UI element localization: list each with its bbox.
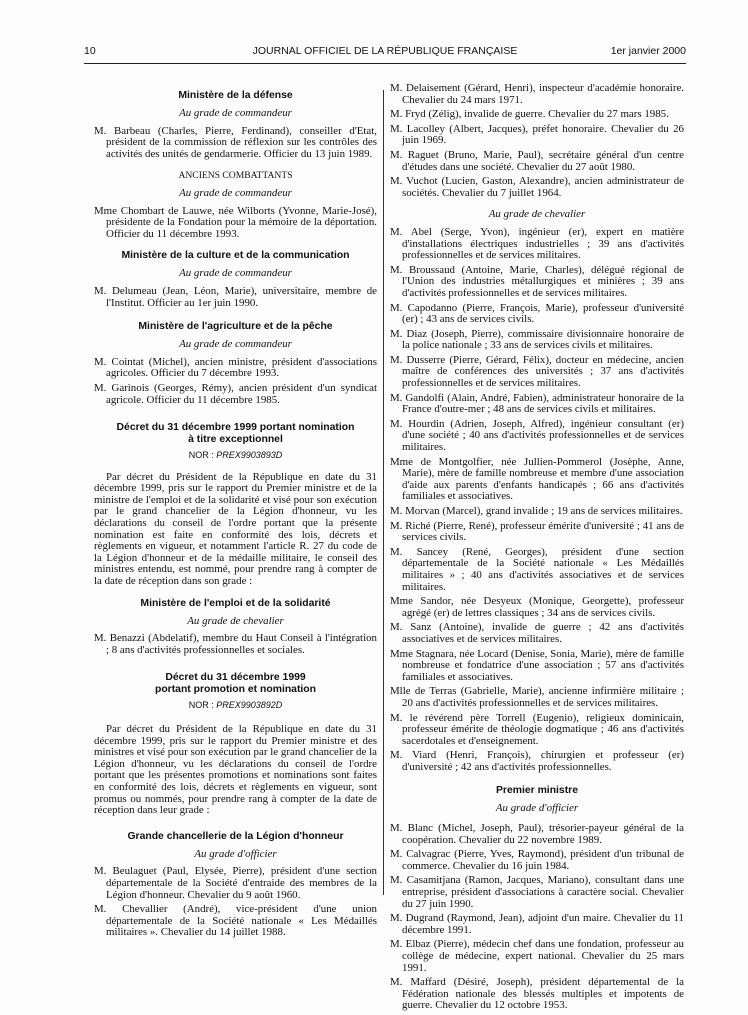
list-item: M. Calvagrac (Pierre, Yves, Raymond), président d'un tribunal de commerce. Chevalier du 16 juin 1984.	[390, 848, 684, 872]
list-item: Mme Chombart de Lauwe, née Wilborts (Yvonne, Marie-José), présidente de la Fondation pour la mémoire de la déportation. Officier du 11 décembre 1993.	[94, 204, 377, 240]
list-item: Mme Sandor, née Desyeux (Monique, Georgette), professeur agrégé (er) de lettres classiques ; 34 ans de services civils.	[390, 595, 684, 619]
section-heading: Ministère de la culture et de la communication	[121, 250, 350, 262]
list-item: M. Capodanno (Pierre, François, Marie), professeur d'université (er) ; 43 ans de services civils.	[390, 301, 684, 326]
decree-title: Décret du 31 décembre 1999	[165, 672, 306, 684]
nor-reference	[94, 700, 377, 712]
section-heading: Ministère de l'agriculture et de la pêche	[138, 321, 333, 333]
list-item: M. Broussaud (Antoine, Marie, Charles), délégué régional de l'Union des industries métallurgiques et minières ; 39 ans d'activités professionnelles et de services militaires.	[390, 263, 684, 299]
nor-reference	[94, 450, 377, 462]
header-rule	[84, 63, 686, 64]
issue-date: 1er janvier 2000	[610, 45, 686, 57]
list-item: M. Delaisement (Gérard, Henri), inspecteur d'académie honoraire. Chevalier du 24 mars 1971.	[390, 82, 684, 106]
grade-subheading: Au grade de chevalier	[187, 614, 284, 627]
column-divider	[383, 90, 384, 895]
list-item: M. Elbaz (Pierre), médecin chef dans une fondation, professeur au collège de médecine, expert national. Chevalier du 25 mars 1991.	[390, 938, 684, 974]
list-item: M. Vuchot (Lucien, Gaston, Alexandre), ancien administrateur de sociétés. Chevalier du 7 juillet 1964.	[390, 175, 684, 199]
decree-title: portant promotion et nomination	[154, 684, 317, 696]
list-item: M. Beulaguet (Paul, Elysée, Pierre), président d'une section départementale de la Société d'entraide des membres de la Légion d'honneur. Chevalier du 9 août 1960.	[94, 865, 377, 901]
list-item: M. Garinois (Georges, Rémy), ancien président d'un syndicat agricole. Officier du 11 décembre 1985.	[94, 381, 377, 406]
right-column	[390, 83, 684, 1015]
section-heading: ANCIENS COMBATTANTS	[178, 170, 293, 182]
grade-subheading: Au grade de commandeur	[179, 107, 292, 119]
list-item: M. le révérend père Torrell (Eugenio), religieux dominicain, professeur émérite de théologie dogmatique ; 46 ans d'activités sacerdotales et d'enseignement.	[390, 711, 684, 747]
decree-title: Décret du 31 décembre 1999 portant nomination	[116, 422, 355, 434]
nor-code: PREX9903893D	[216, 450, 283, 461]
grade-subheading: Au grade de chevalier	[488, 208, 586, 221]
list-item: M. Fryd (Zélig), invalide de guerre. Chevalier du 27 mars 1985.	[390, 108, 669, 121]
list-item: M. Raguet (Bruno, Marie, Paul), secrétaire général d'un centre d'études dans une société. Chevalier du 27 août 1980.	[390, 148, 684, 173]
grade-subheading: Au grade d'officier	[194, 847, 277, 860]
nor-label: NOR :	[188, 450, 214, 461]
list-item: M. Gandolfi (Alain, André, Fabien), administrateur honoraire de la France d'outre-mer ; 48 ans de services civils et militaires.	[390, 391, 684, 416]
decree-paragraph: Par décret du Président de la République en date du 31 décembre 1999, pris sur le rapport du Premier ministre et des ministres et visé pour son exécution par le grand chancelier de la Légion d'honneur, vu les déclarations du conseil de l'ordre portant que les présentes promotions et nominations sont faites en conformité des lois, décrets et règlements en vigueur, sont promus ou nommés, pour prendre rang à compter de la date de réception dans leur grade :	[94, 723, 377, 817]
nor-code: PREX9903892D	[216, 700, 283, 711]
list-item: M. Barbeau (Charles, Pierre, Ferdinand), conseiller d'Etat, président de la commission de réflexion sur les contrôles des activités des unités de gendarmerie. Officier du 13 juin 1989.	[94, 124, 377, 160]
section-heading: Ministère de l'emploi et de la solidarité	[140, 597, 331, 609]
grade-subheading: Au grade de commandeur	[179, 338, 292, 351]
list-item: M. Riché (Pierre, René), professeur émérite d'université ; 41 ans de services civils.	[390, 519, 684, 544]
journal-title: JOURNAL OFFICIEL DE LA RÉPUBLIQUE FRANÇAISE	[252, 45, 518, 57]
page-number: 10	[84, 45, 96, 57]
section-heading: Grande chancellerie de la Légion d'honneur	[127, 830, 344, 842]
list-item: Mme de Montgolfier, née Jullien-Pommerol (Josèphe, Anne, Marie), mère de famille nombreuse et membre d'une association d'aide aux parents d'enfants handicapés ; 66 ans d'activités familiales et associatives.	[390, 455, 684, 503]
list-item: M. Sancey (René, Georges), président d'une section départementale de la Société nationale « Les Médaillés militaires » ; 40 ans d'activités associatives et de services militaires.	[390, 545, 684, 593]
decree-title: à titre exceptionnel	[188, 434, 283, 446]
grade-subheading: Au grade de commandeur	[179, 267, 292, 280]
decree-paragraph: Par décret du Président de la République en date du 31 décembre 1999, pris sur le rapport du Premier ministre et de la ministre de l'emploi et de la solidarité et visé pour son exécution par le grand chancelier de la Légion d'honneur, vu les déclarations du conseil de l'ordre portant que la présente nomination est faite en conformité des lois, décrets et règlements en vigueur, et notamment l'article R. 27 du code de la Légion d'honneur et de la médaille militaire, le conseil des ministres entendu, est nommé, pour prendre rang à compter de la date de réception dans son grade :	[94, 470, 377, 588]
section-heading: Premier ministre	[495, 785, 578, 797]
list-item: M. Delumeau (Jean, Léon, Marie), universitaire, membre de l'Institut. Officier au 1er juin 1990.	[94, 284, 377, 309]
list-item: M. Hourdin (Adrien, Joseph, Alfred), ingénieur consultant (er) d'une société ; 40 ans d'activités professionnelles et de services militaires.	[390, 417, 684, 454]
list-item: Mlle de Terras (Gabrielle, Marie), ancienne infirmière militaire ; 20 ans d'activités professionnelles et de services militaires.	[390, 685, 684, 709]
list-item: Mme Stagnara, née Locard (Denise, Sonia, Marie), mère de famille nombreuse et fondatrice d'une association ; 57 ans d'activités familiales et associatives.	[390, 647, 684, 683]
list-item: M. Abel (Serge, Yvon), ingénieur (er), expert en matière d'installations électriques industrielles ; 39 ans d'activités professionnelles et de services militaires.	[390, 225, 684, 262]
list-item: M. Dusserre (Pierre, Gérard, Félix), docteur en médecine, ancien maître de conférences des universités ; 37 ans d'activités professionnelles et de services militaires.	[390, 353, 684, 390]
left-column	[94, 90, 377, 942]
list-item: M. Benazzi (Abdelatif), membre du Haut Conseil à l'intégration ; 8 ans d'activités professionnelles et sociales.	[94, 632, 377, 656]
running-header	[84, 45, 686, 59]
list-item: M. Cointat (Michel), ancien ministre, président d'associations agricoles. Officier du 7 décembre 1993.	[94, 355, 377, 380]
list-item: M. Viard (Henri, François), chirurgien et professeur (er) d'université ; 42 ans d'activités professionnelles.	[390, 749, 684, 773]
grade-subheading: Au grade d'officier	[495, 802, 579, 815]
list-item: M. Maffard (Désiré, Joseph), président départemental de la Fédération nationale des blessés multiples et impotents de guerre. Chevalier du 12 octobre 1953.	[390, 976, 684, 1012]
list-item: M. Lacolley (Albert, Jacques), préfet honoraire. Chevalier du 26 juin 1969.	[390, 122, 684, 147]
list-item: M. Casamitjana (Ramon, Jacques, Mariano), consultant dans une entreprise, président d'associations à caractère social. Chevalier du 27 juin 1990.	[390, 874, 684, 910]
list-item: M. Dugrand (Raymond, Jean), adjoint d'un maire. Chevalier du 11 décembre 1991.	[390, 912, 684, 936]
list-item: M. Diaz (Joseph, Pierre), commissaire divisionnaire honoraire de la police nationale ; 33 ans de services civils et militaires.	[390, 327, 684, 352]
list-item: M. Chevallier (André), vice-président d'une union départementale de la Société nationale « Les Médaillés militaires ». Chevalier du 14 juillet 1988.	[94, 903, 377, 939]
grade-subheading: Au grade de commandeur	[179, 186, 292, 199]
section-heading: Ministère de la défense	[178, 90, 293, 101]
list-item: M. Morvan (Marcel), grand invalide ; 19 ans de services militaires.	[390, 505, 683, 517]
list-item: M. Sanz (Antoine), invalide de guerre ; 42 ans d'activités associatives et de services militaires.	[390, 621, 684, 645]
list-item: M. Blanc (Michel, Joseph, Paul), trésorier-payeur général de la coopération. Chevalier du 22 novembre 1989.	[390, 822, 684, 846]
nor-label: NOR :	[188, 700, 214, 711]
